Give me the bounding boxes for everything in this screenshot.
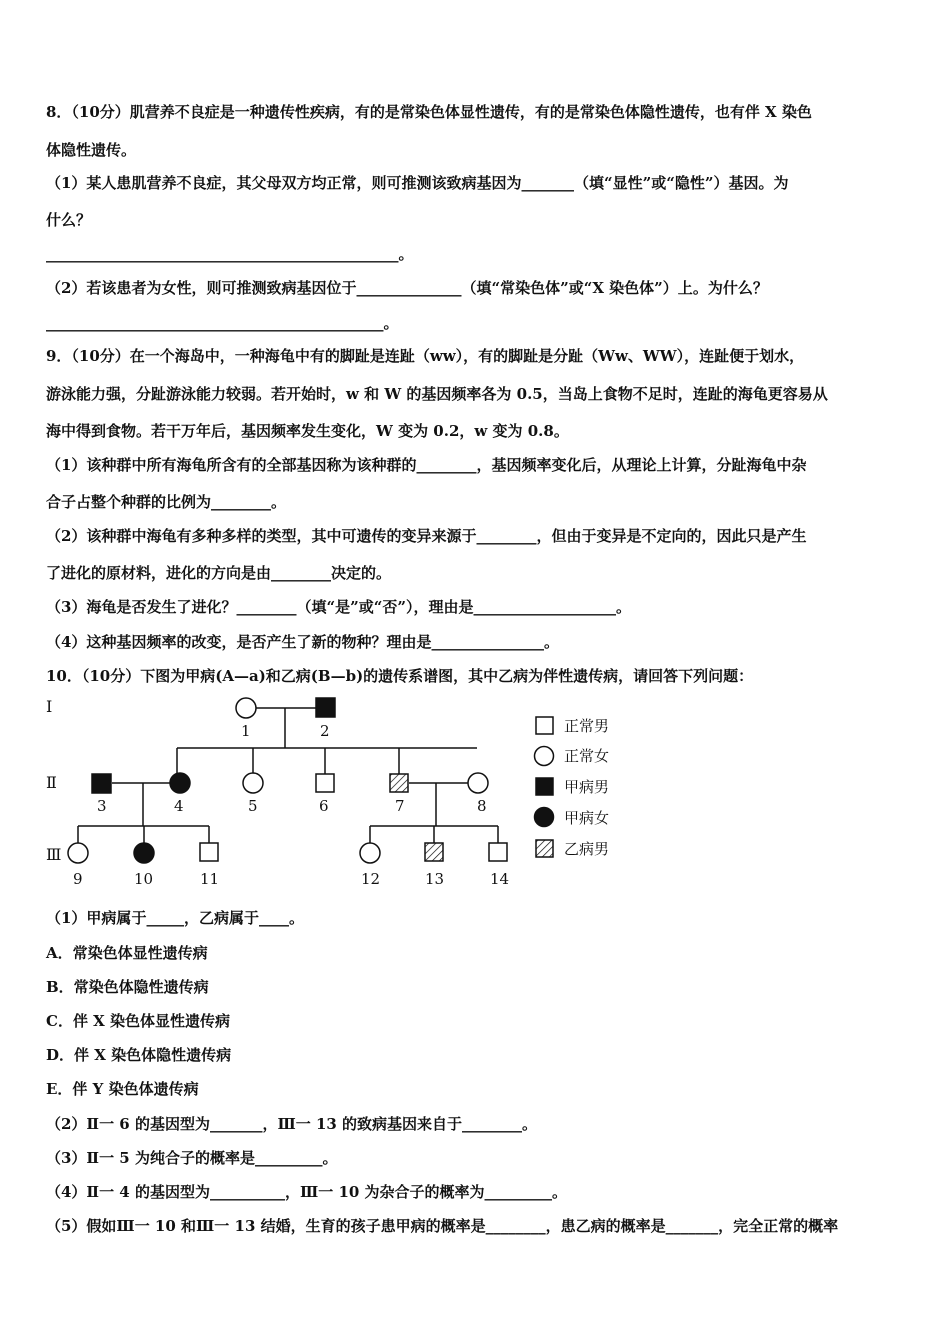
individual-number: 10	[134, 870, 154, 888]
q9-stem-line-3: 海中得到食物。若干万年后，基因频率发生变化，W 变为 0.2，w 变为 0.8。	[46, 422, 569, 440]
individual-III-13-disease-b-male	[425, 843, 443, 861]
q8-part2-line-1: （2）若该患者为女性，则可推测致病基因位于______________（填“常染色体”或“X 染色体”）上。为什么？	[46, 279, 768, 297]
generation-label-II: Ⅱ	[46, 773, 57, 792]
q9-stem-line-1: 9．（10分）在一个海岛中，一种海龟中有的脚趾是连趾（ww），有的脚趾是分趾（Ww、WW），连趾便于划水，	[46, 347, 805, 365]
q10-option-a: A．常染色体显性遗传病	[46, 944, 208, 962]
legend-label-disease-a-female: 甲病女	[564, 809, 610, 827]
q9-part2-line-2: 了进化的原材料，进化的方向是由________决定的。	[46, 564, 392, 582]
legend-hatched-square-icon	[536, 840, 553, 857]
individual-number: 11	[200, 870, 220, 888]
individual-II-7-disease-b-male	[390, 774, 408, 792]
legend-label-normal-male: 正常男	[564, 717, 610, 735]
q9-stem-line-2: 游泳能力强，分趾游泳能力较弱。若开始时，w 和 W 的基因频率各为 0.5，当岛上食物不足时，连趾的海龟更容易从	[46, 385, 828, 403]
q10-part1: （1）甲病属于_____，乙病属于____。	[46, 909, 304, 927]
individual-number: 13	[425, 870, 445, 888]
generation-label-III: Ⅲ	[46, 845, 62, 864]
q10-part2: （2）Ⅱ一 6 的基因型为_______，Ⅲ一 13 的致病基因来自于________。	[46, 1115, 538, 1133]
q10-part3: （3）Ⅱ一 5 为纯合子的概率是_________。	[46, 1149, 338, 1167]
individual-number: 3	[97, 797, 107, 815]
q8-stem-line-1: 8．（10分）肌营养不良症是一种遗传性疾病，有的是常染色体显性遗传，有的是常染色体隐性遗传，也有伴 X 染色	[46, 103, 812, 121]
legend-filled-square-icon	[536, 778, 553, 795]
pedigree-chart	[40, 694, 640, 894]
individual-III-9-normal-female	[68, 843, 88, 863]
individual-number: 14	[490, 870, 510, 888]
q10-option-d: D．伴 X 染色体隐性遗传病	[46, 1046, 232, 1064]
q10-part5: （5）假如Ⅲ一 10 和Ⅲ一 13 结婚，生育的孩子患甲病的概率是________，患乙病的概率是_______，完全正常的概率	[46, 1217, 839, 1235]
individual-number: 7	[395, 797, 405, 815]
q9-part2-line-1: （2）该种群中海龟有多种多样的类型，其中可遗传的变异来源于________，但由于变异是不定向的，因此只是产生	[46, 527, 807, 545]
individual-number: 1	[241, 722, 251, 740]
individual-number: 6	[319, 797, 329, 815]
q10-part4: （4）Ⅱ一 4 的基因型为__________，Ⅲ一 10 为杂合子的概率为_________。	[46, 1183, 568, 1201]
individual-number: 4	[174, 797, 184, 815]
q10-option-e: E．伴 Y 染色体遗传病	[46, 1080, 199, 1098]
q9-part1-line-2: 合子占整个种群的比例为________。	[46, 493, 287, 511]
generation-label-I: Ⅰ	[46, 697, 53, 716]
individual-II-8-normal-female	[468, 773, 488, 793]
legend-filled-circle-icon	[535, 808, 554, 827]
individual-number: 5	[248, 797, 258, 815]
q10-option-b: B．常染色体隐性遗传病	[46, 978, 209, 996]
legend-square-icon	[536, 717, 553, 734]
q10-option-c: C．伴 X 染色体显性遗传病	[46, 1012, 231, 1030]
individual-II-6-normal-male	[316, 774, 334, 792]
individual-number: 9	[73, 870, 83, 888]
q8-part1-line-2: 什么？	[46, 211, 92, 229]
individual-number: 12	[361, 870, 381, 888]
individual-III-10-disease-a-female	[134, 843, 154, 863]
legend-label-disease-b-male: 乙病男	[564, 840, 610, 858]
q8-part1-line-1: （1）某人患肌营养不良症，其父母双方均正常，则可推测该致病基因为_______（填“显性”或“隐性”）基因。为	[46, 174, 789, 192]
individual-number: 8	[477, 797, 487, 815]
q9-part3: （3）海龟是否发生了进化？________（填“是”或“否”），理由是___________________。	[46, 598, 631, 616]
q9-part1-line-1: （1）该种群中所有海龟所含有的全部基因称为该种群的________，基因频率变化后，从理论上计算，分趾海龟中杂	[46, 456, 807, 474]
legend-label-normal-female: 正常女	[564, 747, 610, 765]
q9-part4: （4）这种基因频率的改变，是否产生了新的物种？理由是_______________。	[46, 633, 559, 651]
q10-stem: 10．（10分）下图为甲病(A—a)和乙病(B—b)的遗传系谱图，其中乙病为伴性遗传病，请回答下列问题：	[46, 667, 754, 685]
individual-I-1-normal-female	[236, 698, 256, 718]
legend-circle-icon	[535, 747, 554, 766]
individual-III-12-normal-female	[360, 843, 380, 863]
individual-II-5-normal-female	[243, 773, 263, 793]
q8-stem-line-2: 体隐性遗传。	[46, 141, 137, 159]
individual-number: 2	[320, 722, 330, 740]
individual-I-2-disease-a-male	[316, 698, 335, 717]
individual-III-11-normal-male	[200, 843, 218, 861]
individual-II-4-disease-a-female	[170, 773, 190, 793]
legend-label-disease-a-male: 甲病男	[564, 778, 610, 796]
individual-II-3-disease-a-male	[92, 774, 111, 793]
q8-part2-answer-blank: _____________________________________________。	[46, 314, 399, 332]
individual-III-14-normal-male	[489, 843, 507, 861]
q8-part1-answer-blank: _______________________________________________。	[46, 245, 414, 263]
